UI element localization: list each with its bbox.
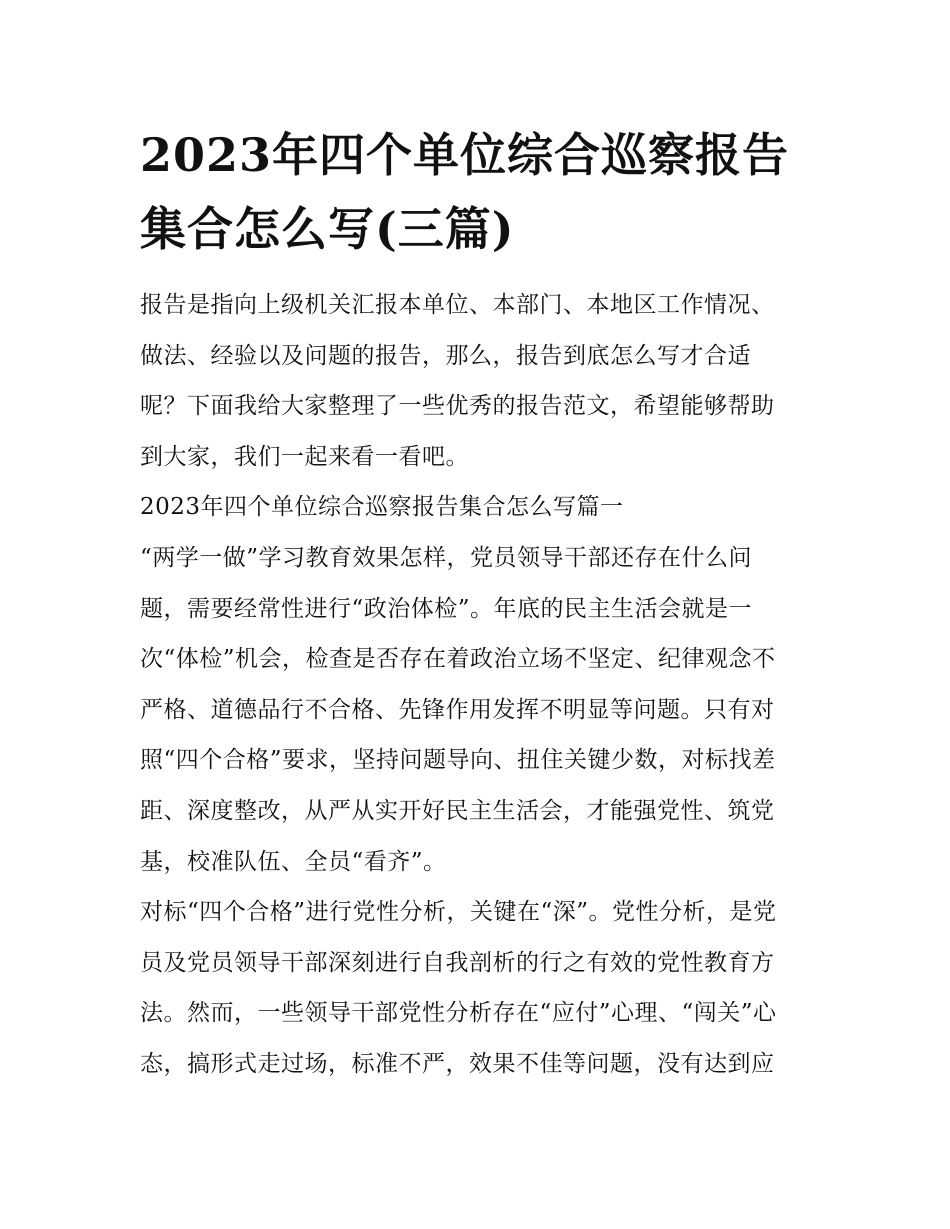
document-title [140, 118, 820, 266]
paragraph-line: 对标“四个合格”进行党性分析，关键在“深”。党性分析，是党 [140, 899, 777, 926]
paragraph-line: 次“体检”机会，检查是否存在着政治立场不坚定、纪律观念不 [140, 646, 776, 673]
paragraph-line: 法。然而，一些领导干部党性分析存在“应付”心理、“闯关”心 [140, 1000, 777, 1027]
paragraph-line: 基，校准队伍、全员“看齐”。 [140, 848, 447, 875]
intro-line: 报告是指向上级机关汇报本单位、本部门、本地区工作情况、 [140, 292, 775, 318]
paragraph-line: 照“四个合格”要求，坚持问题导向、扭住关键少数，对标找差 [140, 747, 776, 774]
intro-line: 做法、经验以及问题的报告，那么，报告到底怎么写才合适 [140, 342, 751, 369]
section-heading: 2023年四个单位综合巡察报告集合怎么写篇一 [140, 494, 624, 521]
paragraph-line: 态，搞形式走过场，标准不严，效果不佳等问题，没有达到应 [140, 1050, 775, 1077]
paragraph-line: “两学一做”学习教育效果怎样，党员领导干部还存在什么问 [140, 544, 753, 571]
intro-line: 呢？下面我给大家整理了一些优秀的报告范文，希望能够帮助 [140, 393, 775, 420]
paragraph-line: 严格、道德品行不合格、先锋作用发挥不明显等问题。只有对 [140, 696, 775, 723]
title-line: 2023年四个单位综合巡察报告 [140, 128, 790, 182]
document-body [140, 280, 830, 1090]
paragraph-line: 题，需要经常性进行“政治体检”。年底的民主生活会就是一 [140, 595, 753, 622]
intro-line: 到大家，我们一起来看一看吧。 [140, 443, 469, 470]
paragraph-line: 员及党员领导干部深刻进行自我剖析的行之有效的党性教育方 [140, 949, 775, 976]
paragraph-line: 距、深度整改，从严从实开好民主生活会，才能强党性、筑党 [140, 797, 775, 824]
title-line: 集合怎么写(三篇) [140, 202, 515, 256]
